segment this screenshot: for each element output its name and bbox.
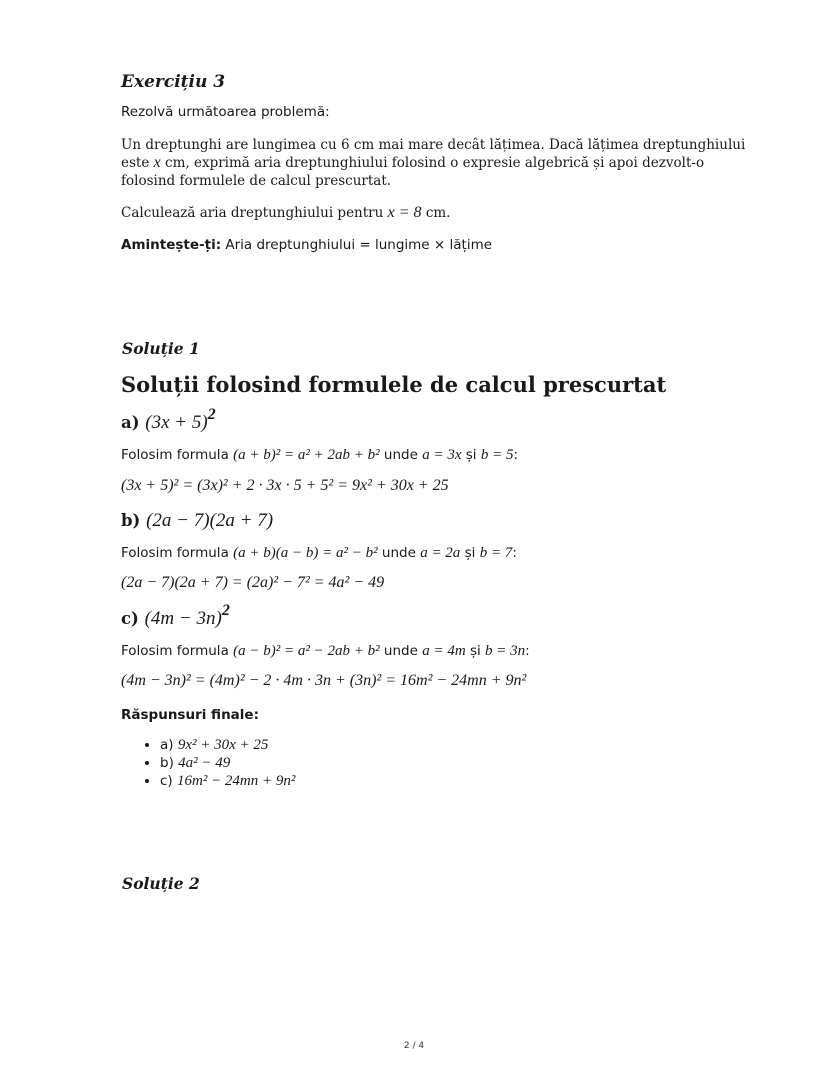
part-c-heading (121, 602, 230, 630)
problem-line-2 (121, 154, 704, 172)
calc-math: x = 8 (387, 204, 422, 221)
page-number: 2 / 4 (403, 1041, 425, 1051)
part-a-heading (121, 406, 216, 434)
part-a-formula-line (121, 446, 518, 464)
formula-square-sum: (a + b)² = a² + 2ab + b² (233, 447, 380, 463)
part-c-label: c) (121, 609, 145, 628)
b-value: b = 5 (480, 447, 514, 463)
reminder-line (121, 236, 492, 254)
part-a-expr: (3x + 5) (145, 412, 208, 433)
formula-unde: unde (379, 447, 423, 463)
solution-1-title: Soluție 1 (122, 339, 200, 358)
formula-si: și (465, 643, 486, 659)
answer-prefix: c) (160, 773, 177, 789)
problem-line-1: Un dreptunghi are lungimea cu 6 cm mai mare decât lățimea. Dacă lățimea dreptunghiului (121, 137, 746, 153)
a-value: a = 3x (422, 447, 462, 463)
calc-unit: cm. (421, 205, 451, 221)
exercise-title: Exercițiu 3 (121, 72, 226, 92)
formula-unde: unde (377, 545, 421, 561)
formula-square-difference: (a − b)² = a² − 2ab + b² (233, 643, 380, 659)
a-value: a = 2a (420, 545, 461, 561)
part-a-label: a) (121, 413, 146, 432)
formula-unde: unde (379, 643, 423, 659)
problem-line-2-start: este (121, 155, 154, 171)
variable-x: x (153, 154, 161, 171)
problem-line-3: folosind formulele de calcul prescurtat. (121, 173, 392, 189)
answer-prefix: b) (160, 755, 179, 771)
reminder-text: Aria dreptunghiului = lungime × lățime (221, 237, 493, 253)
formula-colon: : (513, 447, 519, 463)
part-a-expr-exp: 2 (207, 406, 216, 424)
formula-colon: : (512, 545, 517, 561)
part-b-heading (121, 510, 273, 532)
part-c-result: (4m − 3n)² = (4m)² − 2 · 4m · 3n + (3n)² = 16m² − 24mn + 9n² (121, 672, 527, 689)
calc-text: Calculează aria dreptunghiului pentru (121, 205, 388, 221)
calc-line (121, 204, 450, 222)
answer-value: 9x² + 30x + 25 (177, 737, 269, 753)
list-item (160, 736, 295, 754)
part-b-expr: (2a − 7)(2a + 7) (146, 510, 274, 531)
formula-intro: Folosim formula (121, 545, 234, 561)
part-a-result: (3x + 5)² = (3x)² + 2 · 3x · 5 + 5² = 9x² + 30x + 25 (121, 477, 449, 494)
a-value: a = 4m (422, 643, 466, 659)
b-value: b = 7 (479, 545, 513, 561)
answer-value: 4a² − 49 (178, 755, 231, 771)
list-item (160, 772, 295, 790)
problem-line-2-end: cm, exprimă aria dreptunghiului folosind o expresie algebrică și apoi dezvolt-o (160, 155, 705, 171)
solution-2-title: Soluție 2 (122, 874, 200, 893)
exercise-intro: Rezolvă următoarea problemă: (121, 104, 330, 120)
reminder-label: Amintește-ți: (121, 237, 222, 253)
final-answers-label: Răspunsuri finale: (121, 707, 259, 723)
b-value: b = 3n (485, 643, 526, 659)
answer-value: 16m² − 24mn + 9n² (176, 773, 296, 789)
formula-intro: Folosim formula (121, 447, 234, 463)
part-b-result: (2a − 7)(2a + 7) = (2a)² − 7² = 4a² − 49 (121, 574, 385, 591)
part-c-expr-exp: 2 (221, 602, 230, 620)
part-c-formula-line (121, 642, 530, 660)
list-item (160, 754, 295, 772)
part-c-expr: (4m − 3n) (144, 608, 222, 629)
formula-si: și (460, 545, 480, 561)
formula-si: și (461, 447, 481, 463)
answer-prefix: a) (160, 737, 178, 753)
final-answers-list (120, 736, 295, 790)
formula-intro: Folosim formula (121, 643, 234, 659)
formula-colon: : (525, 643, 530, 659)
part-b-formula-line (121, 544, 517, 562)
part-b-label: b) (121, 511, 147, 530)
formula-difference-squares: (a + b)(a − b) = a² − b² (233, 545, 378, 561)
solution-heading: Soluții folosind formulele de calcul prescurtat (121, 372, 667, 397)
